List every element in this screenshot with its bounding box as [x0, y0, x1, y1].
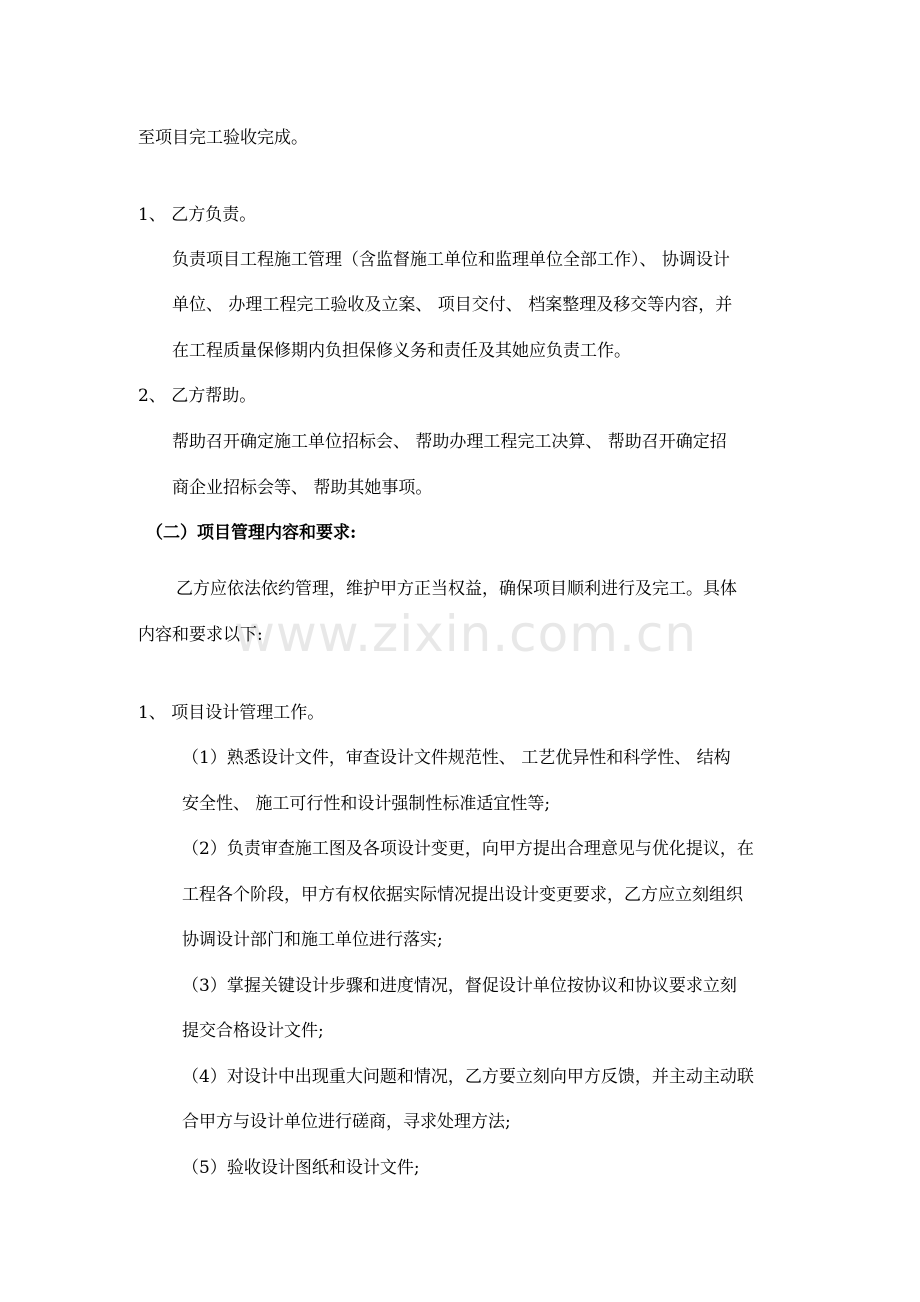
watermark: www.zixin.com.cn [234, 605, 698, 663]
text-line: 负责项目工程施工管理（含监督施工单位和监理单位全部工作）、 协调设计 [172, 250, 730, 270]
text-line: （4）对设计中出现重大问题和情况，乙方要立刻向甲方反馈，并主动主动联 [182, 1067, 754, 1087]
text-line: 提交合格设计文件; [182, 1021, 324, 1041]
text-line: 至项目完工验收完成。 [138, 128, 308, 148]
text-line: 合甲方与设计单位进行磋商，寻求处理方法; [182, 1112, 511, 1132]
text-line: 商企业招标会等、 帮助其她事项。 [172, 478, 433, 498]
text-line: （1）熟悉设计文件，审查设计文件规范性、 工艺优异性和科学性、 结构 [182, 748, 731, 768]
text-line: （2）负责审查施工图及各项设计变更，向甲方提出合理意见与优化提议，在 [182, 839, 754, 859]
text-line: 单位、 办理工程完工验收及立案、 项目交付、 档案整理及移交等内容，并 [172, 295, 733, 315]
text-line: 帮助召开确定施工单位招标会、 帮助办理工程完工决算、 帮助召开确定招 [172, 432, 727, 452]
list-heading: 2、 乙方帮助。 [138, 386, 257, 406]
text-line: 工程各个阶段，甲方有权依据实际情况提出设计变更要求，乙方应立刻组织 [182, 885, 743, 905]
text-line: 在工程质量保修期内负担保修义务和责任及其她应负责工作。 [172, 341, 631, 361]
text-line: 乙方应依法依约管理，维护甲方正当权益，确保项目顺利进行及完工。具体 [176, 579, 737, 599]
list-heading: 1、 乙方负责。 [138, 205, 257, 225]
text-line: （3）掌握关键设计步骤和进度情况，督促设计单位按协议和协议要求立刻 [182, 976, 737, 996]
text-line: 协调设计部门和施工单位进行落实; [182, 930, 443, 950]
section-heading: （二）项目管理内容和要求: [146, 523, 357, 543]
list-heading: 1、 项目设计管理工作。 [138, 703, 325, 723]
text-line: （5）验收设计图纸和设计文件; [182, 1158, 420, 1178]
text-line: 安全性、 施工可行性和设计强制性标准适宜性等; [182, 794, 551, 814]
text-line: 内容和要求以下: [138, 625, 263, 645]
